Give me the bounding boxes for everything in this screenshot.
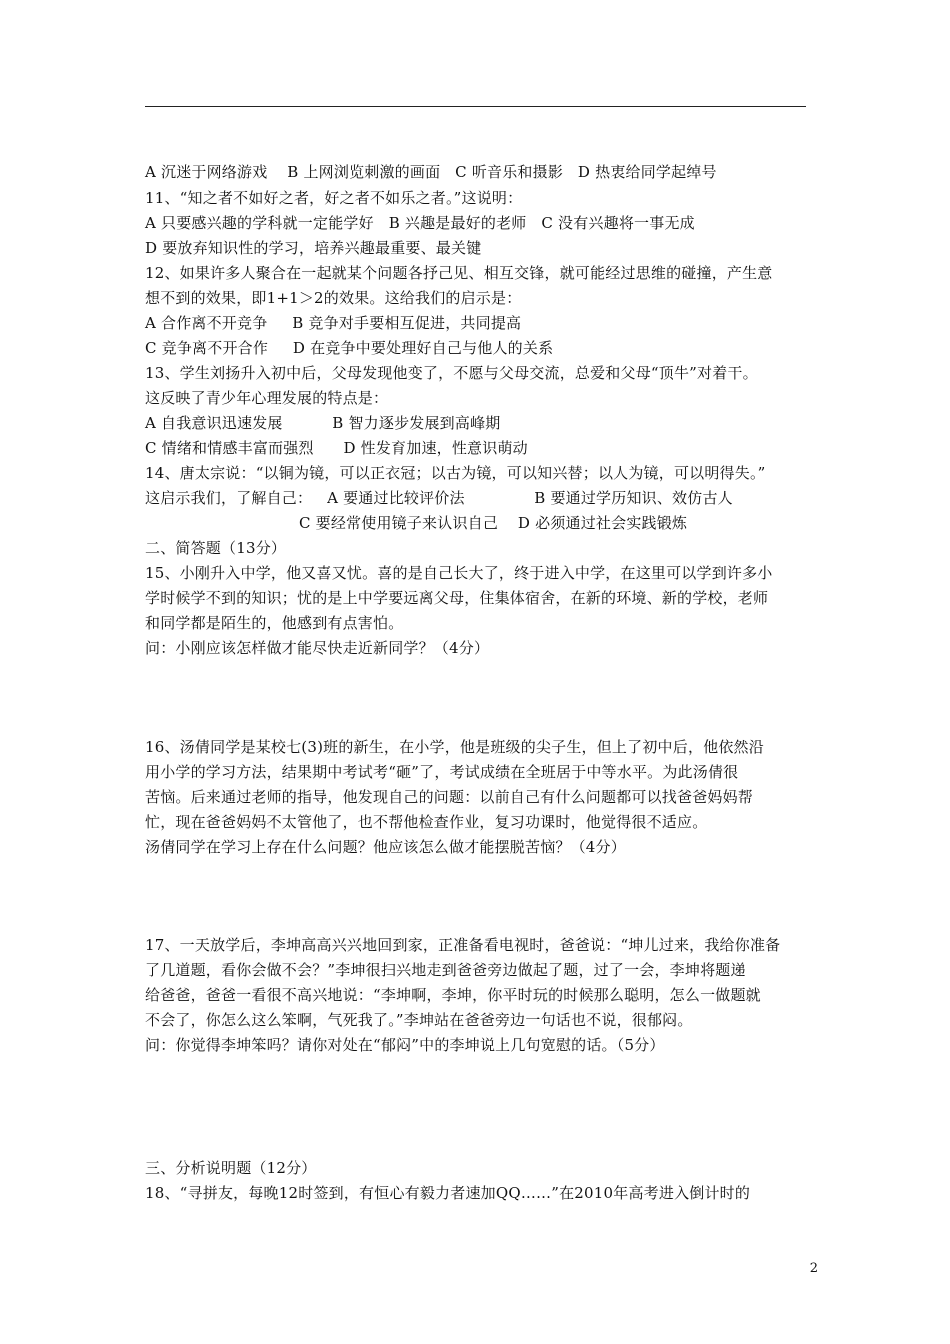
q16-text: 忙，现在爸爸妈妈不太管他了，也不帮他检查作业，复习功课时，他觉得很不适应。 bbox=[145, 813, 708, 831]
q12-options: A 合作离不开竞争 B 竞争对手要相互促进，共同提高 bbox=[145, 314, 522, 332]
section-heading: 二、简答题（13分） bbox=[145, 539, 287, 557]
q15-text: 学时候学不到的知识；忧的是上中学要远离父母，住集体宿舍，在新的环境、新的学校，老师 bbox=[145, 589, 769, 607]
section-heading: 三、分析说明题（12分） bbox=[145, 1159, 317, 1177]
q11-options: A 只要感兴趣的学科就一定能学好 B 兴趣是最好的老师 C 没有兴趣将一事无成 bbox=[145, 214, 695, 232]
q13-options: A 自我意识迅速发展 B 智力逐步发展到高峰期 bbox=[145, 414, 501, 432]
q13-options: C 情绪和情感丰富而强烈 D 性发育加速，性意识萌动 bbox=[145, 439, 528, 457]
q12-stem: 想不到的效果，即1+1＞2的效果。这给我们的启示是： bbox=[145, 289, 522, 307]
q16-question: 汤倩同学在学习上存在什么问题？他应该怎么做才能摆脱苦恼？（4分） bbox=[145, 838, 626, 856]
q12-options: C 竞争离不开合作 D 在竞争中要处理好自己与他人的关系 bbox=[145, 339, 554, 357]
q13-stem: 13、学生刘扬升入初中后，父母发现他变了，不愿与父母交流，总爱和父母“顶牛”对着干。 bbox=[145, 364, 758, 382]
q17-text: 了几道题，看你会做不会？”李坤很扫兴地走到爸爸旁边做起了题，过了一会，李坤将题递 bbox=[145, 961, 746, 979]
q14-options: C 要经常使用镜子来认识自己 D 必须通过社会实践锻炼 bbox=[145, 514, 688, 532]
q15-text: 和同学都是陌生的，他感到有点害怕。 bbox=[145, 614, 404, 632]
q17-question: 问：你觉得李坤笨吗？请你对处在“郁闷”中的李坤说上几句宽慰的话。（5分） bbox=[145, 1036, 665, 1054]
q16-text: 用小学的学习方法，结果期中考试考“砸”了，考试成绩在全班居于中等水平。为此汤倩很 bbox=[145, 763, 739, 781]
q18-text: 18、“寻拼友，每晚12时签到，有恒心有毅力者速加QQ……”在2010年高考进入倒计时的 bbox=[145, 1184, 751, 1202]
q10-options: A 沉迷于网络游戏 B 上网浏览刺激的画面 C 听音乐和摄影 D 热衷给同学起绰号 bbox=[145, 163, 717, 181]
q17-text: 给爸爸，爸爸一看很不高兴地说：“李坤啊，李坤，你平时玩的时候那么聪明，怎么一做题就 bbox=[145, 986, 761, 1004]
q11-stem: 11、“知之者不如好之者，好之者不如乐之者。”这说明： bbox=[145, 189, 523, 207]
q12-stem: 12、如果许多人聚合在一起就某个问题各抒己见、相互交锋，就可能经过思维的碰撞，产生意 bbox=[145, 264, 773, 282]
q14-stem: 这启示我们，了解自己： A 要通过比较评价法 B 要通过学历知识、效仿古人 bbox=[145, 489, 733, 507]
page-number: 2 bbox=[809, 1261, 818, 1276]
q11-options: D 要放弃知识性的学习，培养兴趣最重要、最关键 bbox=[145, 239, 482, 257]
q17-text: 17、一天放学后，李坤高高兴兴地回到家，正准备看电视时，爸爸说：“坤儿过来，我给你准备 bbox=[145, 936, 781, 954]
q16-text: 苦恼。后来通过老师的指导，他发现自己的问题：以前自己有什么问题都可以找爸爸妈妈帮 bbox=[145, 788, 754, 806]
header-rule bbox=[145, 106, 806, 107]
q17-text: 不会了，你怎么这么笨啊，气死我了。”李坤站在爸爸旁边一句话也不说，很郁闷。 bbox=[145, 1011, 693, 1029]
q14-stem: 14、唐太宗说：“以铜为镜，可以正衣冠；以古为镜，可以知兴替；以人为镜，可以明得失。” bbox=[145, 464, 766, 482]
q13-stem: 这反映了青少年心理发展的特点是： bbox=[145, 389, 389, 407]
q15-question: 问：小刚应该怎样做才能尽快走近新同学？（4分） bbox=[145, 639, 490, 657]
q15-text: 15、小刚升入中学，他又喜又忧。喜的是自己长大了，终于进入中学，在这里可以学到许多小 bbox=[145, 564, 773, 582]
q16-text: 16、汤倩同学是某校七(3)班的新生，在小学，他是班级的尖子生，但上了初中后，他依然沿 bbox=[145, 738, 764, 756]
